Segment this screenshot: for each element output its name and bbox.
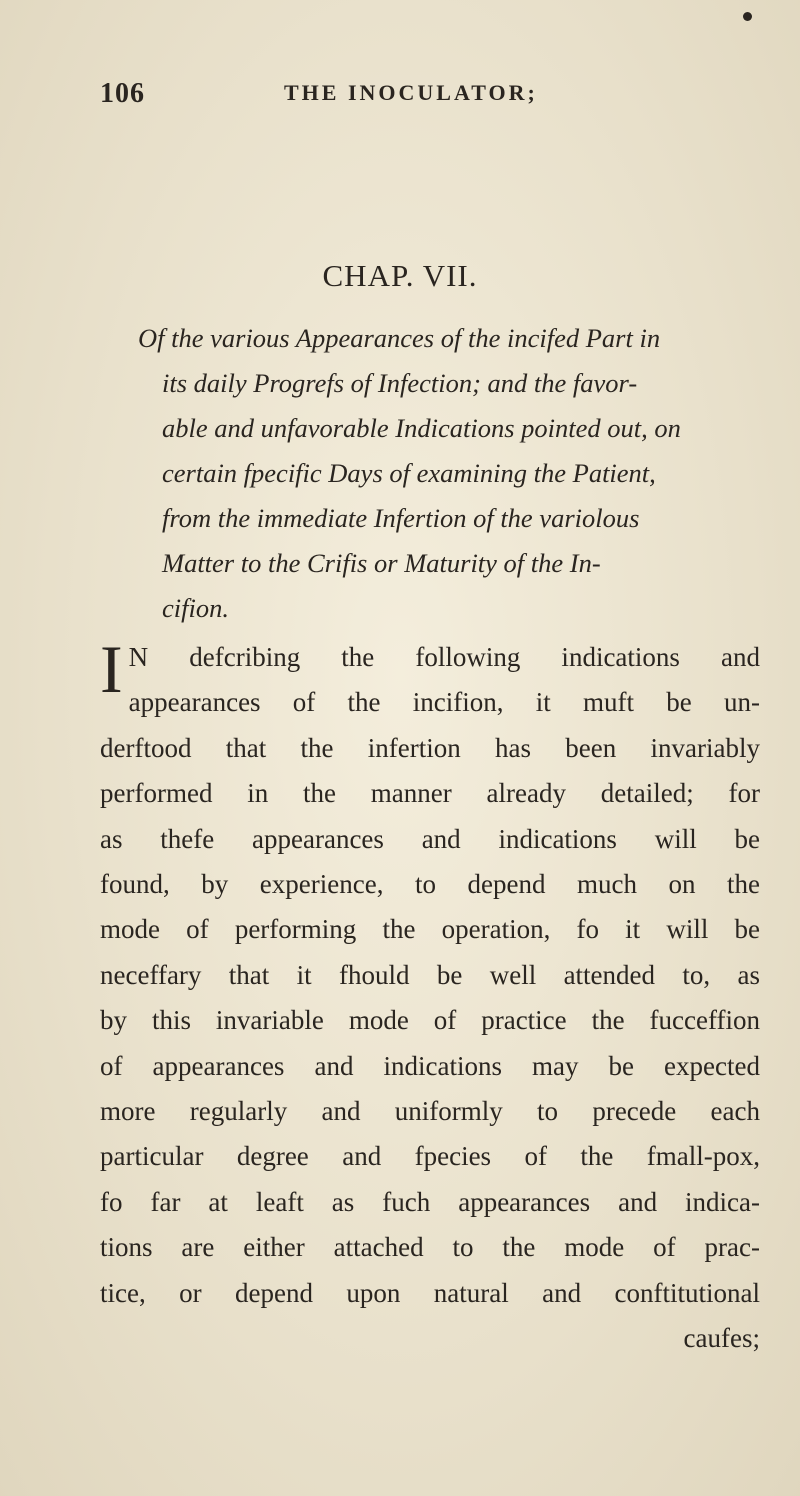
body-line: as thefe appearances and indications will be bbox=[100, 823, 760, 854]
running-head bbox=[100, 78, 740, 118]
body-line: particular degree and fpecies of the fmall-pox, bbox=[100, 1141, 760, 1172]
body-line: appearances of the incifion, it muft be un- bbox=[128, 687, 760, 718]
body-line: of appearances and indications may be expected bbox=[100, 1050, 760, 1081]
page-number: 106 bbox=[100, 78, 145, 109]
running-title: THE INOCULATOR; bbox=[284, 80, 538, 105]
body-line: performed in the manner already detailed; for bbox=[100, 778, 760, 809]
body-line: tions are either attached to the mode of prac- bbox=[100, 1232, 760, 1263]
body-line: N defcribing the following indications and bbox=[128, 642, 760, 672]
drop-cap: I bbox=[100, 635, 123, 707]
chapter-subtitle bbox=[138, 316, 778, 631]
catchword: caufes; bbox=[683, 1323, 760, 1354]
body-line: mode of performing the operation, fo it will be bbox=[100, 914, 760, 945]
subtitle-line: from the immediate Infertion of the variolous bbox=[162, 503, 640, 533]
body-line: more regularly and uniformly to precede each bbox=[100, 1096, 760, 1127]
body-line: by this invariable mode of practice the fucceffion bbox=[100, 1005, 760, 1036]
subtitle-line: Matter to the Crifis or Maturity of the In- bbox=[162, 548, 601, 578]
body-paragraph bbox=[100, 635, 760, 1362]
subtitle-line: cifion. bbox=[162, 593, 229, 623]
body-line: tice, or depend upon natural and conftitutional bbox=[100, 1277, 760, 1308]
subtitle-line: its daily Progrefs of Infection; and the favor- bbox=[162, 368, 638, 398]
body-line: derftood that the infertion has been invariably bbox=[100, 732, 760, 763]
ink-spot bbox=[743, 12, 752, 21]
subtitle-line: certain fpecific Days of examining the Patient, bbox=[162, 458, 656, 488]
body-line: neceffary that it fhould be well attended to, as bbox=[100, 959, 760, 990]
body-line: found, by experience, to depend much on the bbox=[100, 869, 760, 900]
chapter-heading: CHAP. VII. bbox=[322, 258, 478, 293]
subtitle-line: Of the various Appearances of the incifed Part in bbox=[138, 323, 661, 353]
subtitle-line: able and unfavorable Indications pointed out, on bbox=[162, 413, 681, 443]
body-line: fo far at leaft as fuch appearances and indica- bbox=[100, 1186, 760, 1217]
